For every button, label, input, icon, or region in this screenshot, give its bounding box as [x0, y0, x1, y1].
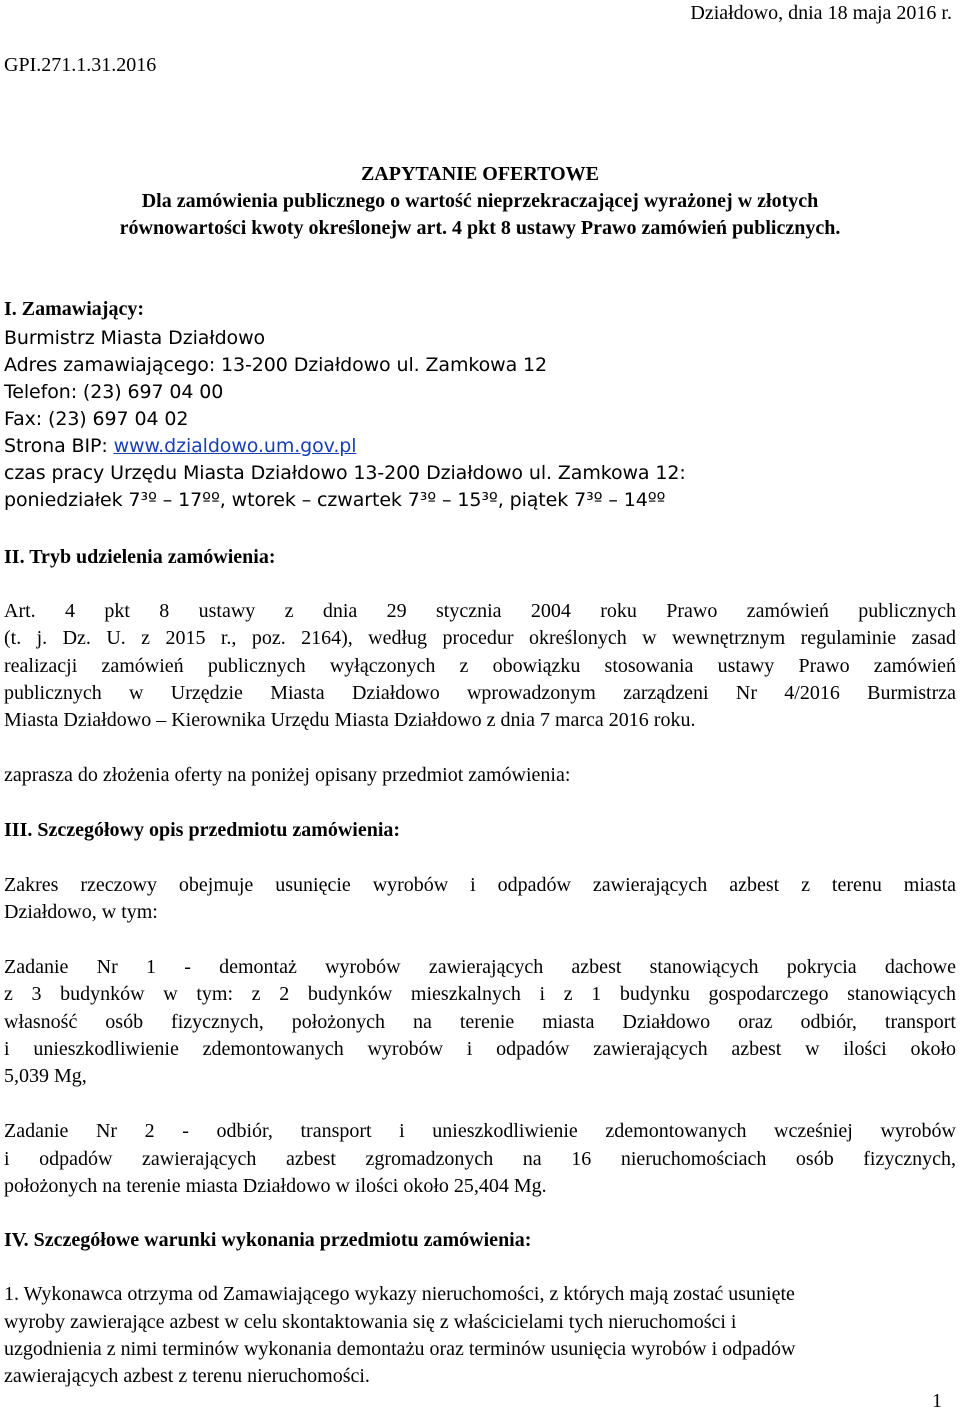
section-2-line: (t. j. Dz. U. z 2015 r., poz. 2164), według procedur określonych w wewnętrznym regulaminie zasad [4, 627, 956, 649]
task-1-line: Zadanie Nr 1 - demontaż wyrobów zawierających azbest stanowiących pokrycia dachowe [4, 956, 956, 978]
bip-line [4, 435, 356, 457]
task-1-line: 5,039 Mg, [4, 1065, 87, 1087]
place-date: Działdowo, dnia 18 maja 2016 r. [690, 2, 952, 24]
task-2-line: położonych na terenie miasta Działdowo w ilości około 25,404 Mg. [4, 1175, 547, 1197]
document-title: ZAPYTANIE OFERTOWE [360, 163, 600, 185]
task-1-line: i unieszkodliwienie zdemontowanych wyrobów i odpadów zawierających azbest w ilości około [4, 1038, 956, 1060]
office-hours-intro: czas pracy Urzędu Miasta Działdowo 13-200 Działdowo ul. Zamkowa 12: [4, 462, 686, 484]
task-1-line: z 3 budynków w tym: z 2 budynków mieszkalnych i z 1 budynku gospodarczego stanowiących [4, 983, 956, 1005]
section-4-heading: IV. Szczegółowe warunki wykonania przedmiotu zamówienia: [4, 1229, 532, 1251]
orderer-fax: Fax: (23) 697 04 02 [4, 408, 189, 430]
orderer-phone: Telefon: (23) 697 04 00 [4, 381, 224, 403]
section-2-line: Miasta Działdowo – Kierownika Urzędu Miasta Działdowo z dnia 7 marca 2016 roku. [4, 709, 696, 731]
invitation-text: zaprasza do złożenia oferty na poniżej opisany przedmiot zamówienia: [4, 764, 571, 786]
section-2-line: Art. 4 pkt 8 ustawy z dnia 29 stycznia 2004 roku Prawo zamówień publicznych [4, 600, 956, 622]
section-4-line: wyroby zawierające azbest w celu skontaktowania się z właścicielami tych nieruchomości i [4, 1311, 737, 1333]
section-2-heading: II. Tryb udzielenia zamówienia: [4, 546, 276, 568]
section-4-line: zawierających azbest z terenu nieruchomości. [4, 1365, 370, 1387]
task-2-line: Zadanie Nr 2 - odbiór, transport i unieszkodliwienie zdemontowanych wcześniej wyrobów [4, 1120, 956, 1142]
scope-line: Działdowo, w tym: [4, 901, 158, 923]
bip-label: Strona BIP: [4, 435, 114, 457]
orderer-address: Adres zamawiającego: 13-200 Działdowo ul. Zamkowa 12 [4, 354, 548, 376]
orderer-name: Burmistrz Miasta Działdowo [4, 327, 266, 349]
office-hours: poniedziałek 7³º – 17ºº, wtorek – czwartek 7³º – 15³º, piątek 7³º – 14ºº [4, 489, 666, 511]
scope-line: Zakres rzeczowy obejmuje usunięcie wyrobów i odpadów zawierających azbest z terenu miasta [4, 874, 956, 896]
section-4-line: 1. Wykonawca otrzyma od Zamawiającego wykazy nieruchomości, z których mają zostać usunięte [4, 1283, 795, 1305]
title-line-2: Dla zamówienia publicznego o wartość nieprzekraczającej wyrażonej w złotych [141, 190, 819, 212]
page-number: 1 [932, 1390, 942, 1412]
section-2-line: publicznych w Urzędzie Miasta Działdowo wprowadzonym zarządzeni Nr 4/2016 Burmistrza [4, 682, 956, 704]
task-1-line: własność osób fizycznych, położonych na terenie miasta Działdowo oraz odbiór, transport [4, 1011, 956, 1033]
task-2-line: i odpadów zawierających azbest zgromadzonych na 16 nieruchomościach osób fizycznych, [4, 1148, 956, 1170]
title-line-3: równowartości kwoty określonejw art. 4 pkt 8 ustawy Prawo zamówień publicznych. [119, 217, 841, 239]
section-2-line: realizacji zamówień publicznych wyłączonych z obowiązku stosowania ustawy Prawo zamówień [4, 655, 956, 677]
section-4-line: uzgodnienia z nimi terminów wykonania demontażu oraz terminów usunięcia wyrobów i odpadów [4, 1338, 796, 1360]
section-1-heading: I. Zamawiający: [4, 298, 144, 320]
reference-number: GPI.271.1.31.2016 [4, 54, 157, 76]
section-3-heading: III. Szczegółowy opis przedmiotu zamówienia: [4, 819, 401, 841]
bip-link[interactable]: www.dzialdowo.um.gov.pl [113, 435, 357, 457]
